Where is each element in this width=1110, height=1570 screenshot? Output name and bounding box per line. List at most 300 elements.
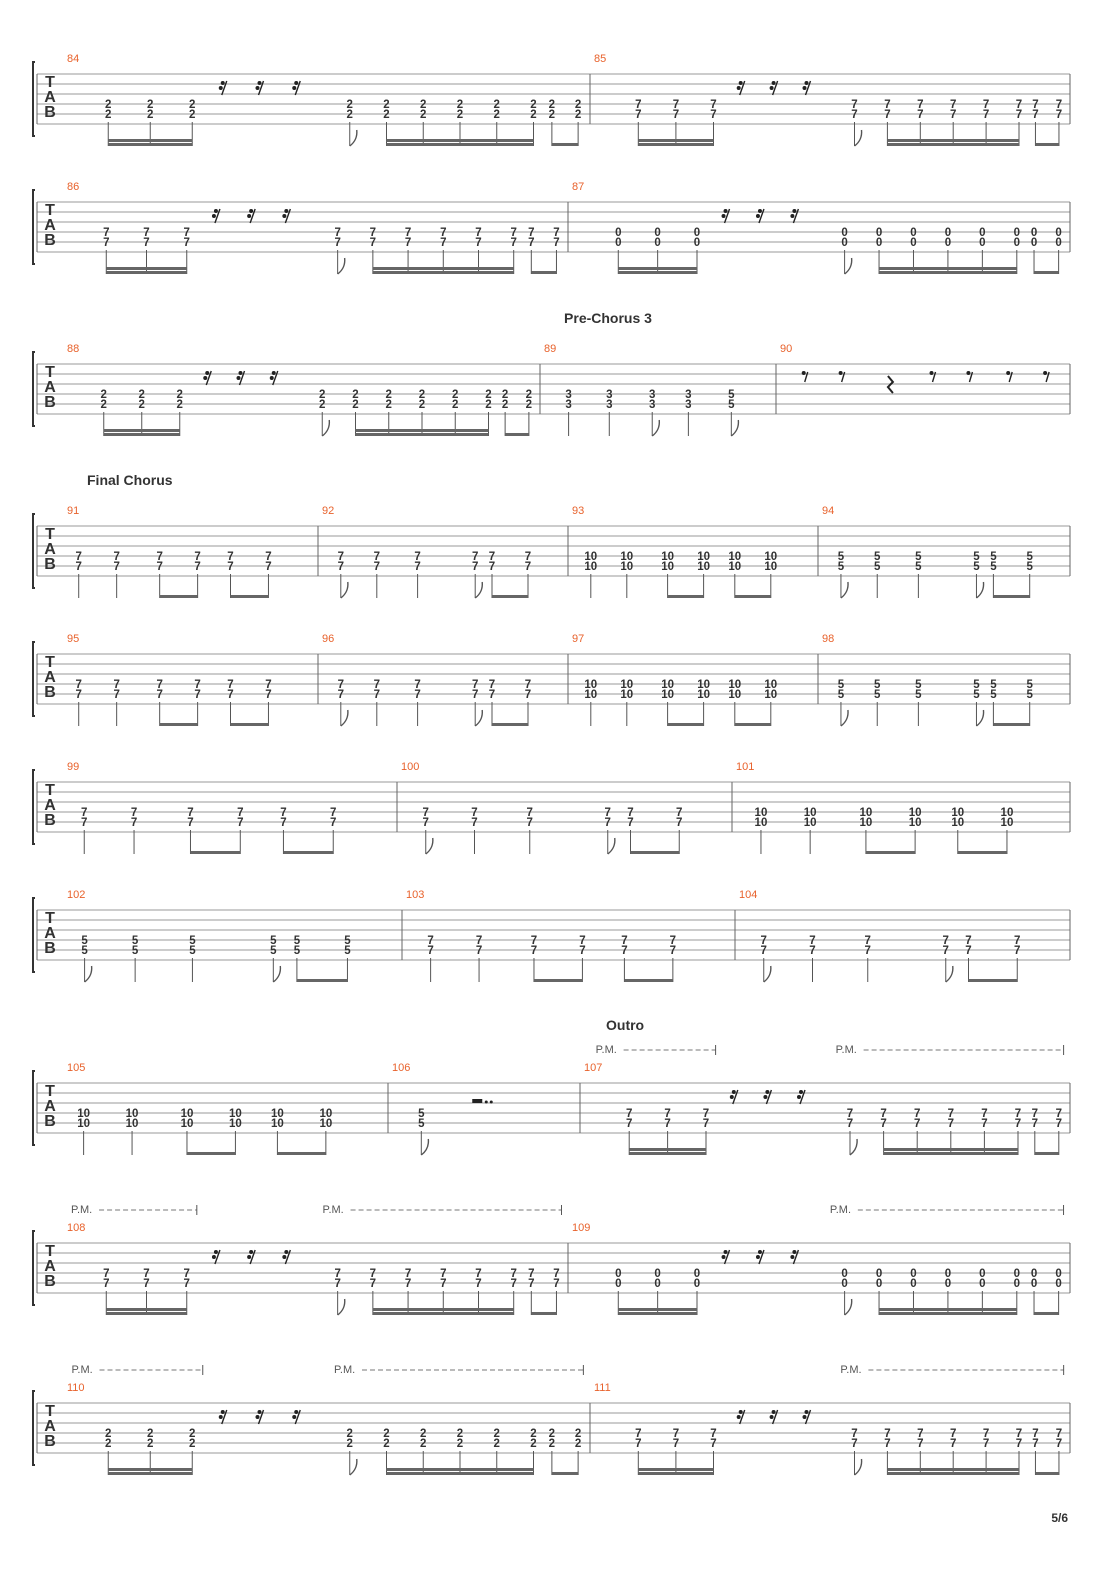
- palm-mute-label: P.M.: [595, 1044, 617, 1056]
- beam: [884, 1148, 1018, 1151]
- tab-clef-letter: A: [44, 669, 56, 686]
- fret-number: 0: [875, 237, 883, 249]
- measure-number: 86: [67, 181, 80, 193]
- sixteenth-rest: [790, 1250, 798, 1264]
- fret-number: 0: [944, 227, 952, 239]
- fret-number: 0: [841, 237, 848, 249]
- fret-number: 5: [915, 689, 922, 701]
- fret-number: 7: [373, 679, 381, 691]
- fret-number: 2: [525, 399, 533, 411]
- beam: [866, 851, 915, 854]
- fret-number: 7: [227, 551, 234, 563]
- beam: [993, 595, 1029, 598]
- fret-number: 7: [524, 561, 532, 573]
- rest-dot: [256, 86, 260, 90]
- tab-system: [33, 472, 1070, 598]
- sixteenth-rest: [756, 1250, 764, 1264]
- beam: [631, 851, 680, 854]
- fret-number: 7: [1055, 1438, 1063, 1450]
- fret-number: 2: [383, 1438, 390, 1450]
- rest-dot: [722, 1255, 726, 1259]
- sixteenth-rest: [270, 371, 278, 385]
- eighth-rest: [930, 371, 936, 382]
- fret-number: 2: [530, 1438, 537, 1450]
- system-bracket: [33, 190, 35, 264]
- fret-number: 7: [1015, 1438, 1023, 1450]
- note-flag: [350, 1459, 357, 1475]
- rest-dot: [724, 1250, 728, 1254]
- fret-number: 2: [105, 1438, 112, 1450]
- fret-number: 7: [422, 807, 429, 819]
- rest-dot: [247, 214, 251, 218]
- measure: [67, 1062, 332, 1155]
- rest-dot: [292, 1415, 296, 1419]
- fret-number: 7: [265, 561, 272, 573]
- rest-dot: [756, 214, 760, 218]
- fret-number: 7: [604, 807, 611, 819]
- fret-number: 3: [685, 399, 692, 411]
- fret-number: 7: [672, 1438, 680, 1450]
- measure-number: 107: [584, 1062, 603, 1074]
- beam: [231, 723, 269, 726]
- fret-number: 7: [75, 551, 82, 563]
- rest-dot: [219, 86, 223, 90]
- rest-dot: [1006, 371, 1010, 375]
- fret-number: 7: [710, 99, 717, 111]
- fret-number: 7: [373, 689, 381, 701]
- fret-number: 7: [982, 1428, 990, 1440]
- fret-number: 7: [373, 551, 381, 563]
- fret-number: 7: [404, 227, 412, 239]
- fret-number: 7: [1015, 1428, 1023, 1440]
- rest-dot: [792, 1250, 796, 1254]
- fret-number: 7: [982, 99, 990, 111]
- fret-number: 0: [615, 1268, 622, 1280]
- fret-number: 3: [606, 389, 613, 401]
- fret-number: 2: [383, 1428, 390, 1440]
- sixteenth-rest: [212, 1250, 220, 1264]
- fret-number: 7: [227, 679, 234, 691]
- fret-number: 7: [981, 1118, 988, 1130]
- fret-number: 7: [604, 817, 611, 829]
- fret-number: 2: [456, 1428, 464, 1440]
- measure: [67, 343, 532, 436]
- fret-number: 10: [620, 551, 634, 563]
- fret-number: 7: [414, 679, 421, 691]
- tab-clef-letter: A: [44, 797, 56, 814]
- fret-number: 7: [75, 561, 82, 573]
- fret-number: 7: [917, 1438, 924, 1450]
- tab-clef-letter: B: [44, 1433, 56, 1450]
- fret-number: 7: [947, 1108, 955, 1120]
- system-bracket: [33, 642, 35, 716]
- note-flag: [841, 582, 848, 598]
- rest-dot: [249, 209, 253, 213]
- system-bracket: [33, 514, 35, 588]
- fret-number: 10: [271, 1118, 284, 1130]
- rest-dot: [247, 1255, 251, 1259]
- fret-number: 10: [754, 807, 768, 819]
- fret-number: 5: [915, 551, 922, 563]
- measure: [739, 889, 1020, 982]
- section-title: Pre-Chorus 3: [564, 310, 652, 326]
- system-bracket: [33, 898, 35, 972]
- fret-number: 7: [337, 561, 345, 573]
- fret-number: 7: [488, 551, 496, 563]
- fret-number: 5: [189, 945, 196, 957]
- fret-number: 7: [1014, 945, 1021, 957]
- sixteenth-rest: [247, 1250, 255, 1264]
- fret-number: 2: [493, 109, 500, 121]
- beam: [108, 143, 192, 146]
- beam: [993, 723, 1029, 726]
- sixteenth-rest: [797, 1090, 805, 1104]
- fret-number: 10: [180, 1118, 194, 1130]
- fret-number: 0: [875, 227, 883, 239]
- note-flag: [421, 1139, 428, 1155]
- fret-number: 7: [965, 945, 972, 957]
- beam: [106, 267, 186, 270]
- measure-number: 88: [67, 343, 80, 355]
- fret-number: 2: [346, 99, 353, 111]
- fret-number: 3: [649, 389, 656, 401]
- fret-number: 2: [189, 99, 196, 111]
- fret-number: 7: [113, 689, 120, 701]
- tab-clef-letter: B: [44, 940, 56, 957]
- fret-number: 5: [728, 399, 735, 411]
- fret-number: 0: [693, 1268, 701, 1280]
- tab-clef-letter: B: [44, 556, 56, 573]
- fret-number: 7: [553, 237, 560, 249]
- fret-number: 2: [176, 389, 183, 401]
- beam: [108, 1472, 192, 1475]
- fret-number: 0: [1055, 227, 1062, 239]
- fret-number: 0: [1013, 1268, 1021, 1280]
- beam: [106, 1308, 186, 1311]
- rest-dot: [799, 1090, 803, 1094]
- measure-number: 101: [736, 761, 755, 773]
- beam: [356, 429, 489, 432]
- fret-number: 7: [330, 807, 337, 819]
- note-flag: [976, 582, 983, 598]
- fret-number: 7: [440, 1268, 447, 1280]
- fret-number: 7: [864, 935, 871, 947]
- note-flag: [426, 838, 433, 854]
- beam: [624, 979, 672, 982]
- fret-number: 5: [874, 689, 881, 701]
- note-flag: [841, 710, 848, 726]
- fret-number: 7: [510, 237, 517, 249]
- fret-number: 2: [420, 1438, 427, 1450]
- beam: [108, 1468, 192, 1471]
- fret-number: 5: [837, 561, 845, 573]
- fret-number: 10: [584, 689, 598, 701]
- fret-number: 7: [809, 945, 816, 957]
- measure-number: 91: [67, 505, 80, 517]
- fret-number: 7: [553, 1268, 560, 1280]
- fret-number: 5: [189, 935, 196, 947]
- measure: [572, 1204, 1064, 1315]
- fret-number: 7: [553, 1278, 560, 1290]
- fret-number: 10: [728, 561, 742, 573]
- fret-number: 7: [846, 1108, 854, 1120]
- fret-number: 10: [951, 807, 965, 819]
- beam: [879, 1308, 1017, 1311]
- fret-number: 10: [180, 1108, 194, 1120]
- fret-number: 0: [910, 237, 917, 249]
- fret-number: 7: [440, 227, 447, 239]
- fret-number: 0: [910, 1268, 917, 1280]
- fret-number: 7: [942, 935, 949, 947]
- note-flag: [322, 420, 329, 436]
- note-flag: [976, 710, 983, 726]
- fret-number: 0: [979, 1278, 986, 1290]
- fret-number: 10: [661, 561, 674, 573]
- fret-number: 2: [418, 389, 426, 401]
- fret-number: 7: [227, 561, 234, 573]
- fret-number: 7: [130, 817, 138, 829]
- fret-number: 7: [1032, 1438, 1039, 1450]
- palm-mute-label: P.M.: [322, 1204, 344, 1216]
- fret-number: 2: [189, 109, 196, 121]
- fret-number: 7: [880, 1108, 887, 1120]
- fret-number: 7: [942, 945, 949, 957]
- beam: [373, 1312, 514, 1315]
- fret-number: 2: [485, 389, 492, 401]
- fret-number: 7: [422, 817, 429, 829]
- measure: [322, 633, 531, 726]
- fret-number: 7: [156, 561, 163, 573]
- fret-number: 7: [510, 227, 517, 239]
- tab-clef-letter: A: [44, 925, 56, 942]
- fret-number: 7: [635, 1438, 642, 1450]
- fret-number: 5: [837, 551, 845, 563]
- beam: [492, 595, 528, 598]
- palm-mute-label: P.M.: [835, 1044, 857, 1056]
- fret-number: 2: [105, 99, 112, 111]
- fret-number: 7: [227, 689, 234, 701]
- measure: [67, 53, 581, 146]
- beam: [638, 139, 713, 142]
- rest-dot: [219, 1415, 223, 1419]
- fret-number: 7: [369, 1278, 377, 1290]
- fret-number: 0: [693, 227, 701, 239]
- note-flag: [850, 1139, 857, 1155]
- rest-dot: [758, 209, 762, 213]
- rest-dot: [282, 1255, 286, 1259]
- fret-number: 7: [475, 1278, 482, 1290]
- note-flag: [855, 130, 862, 146]
- fret-number: 10: [77, 1118, 91, 1130]
- fret-number: 10: [764, 689, 778, 701]
- fret-number: 5: [131, 945, 139, 957]
- rest-dot: [284, 1250, 288, 1254]
- fret-number: 0: [693, 1278, 701, 1290]
- beam: [531, 1312, 556, 1315]
- measure-number: 102: [67, 889, 86, 901]
- measure-number: 84: [67, 53, 80, 65]
- tab-clef-letter: A: [44, 89, 56, 106]
- fret-number: 5: [344, 945, 351, 957]
- beam: [887, 1472, 1019, 1475]
- beam: [387, 1468, 534, 1471]
- fret-number: 5: [915, 679, 922, 691]
- fret-number: 10: [697, 561, 710, 573]
- fret-number: 7: [337, 551, 345, 563]
- measure-number: 111: [594, 1382, 611, 1394]
- sixteenth-rest: [282, 209, 290, 223]
- beam: [618, 271, 697, 274]
- fret-number: 7: [475, 935, 483, 947]
- fret-number: 2: [100, 399, 107, 411]
- fret-number: 7: [194, 689, 201, 701]
- fret-number: 7: [947, 1118, 955, 1130]
- fret-number: 5: [837, 689, 845, 701]
- beam: [387, 139, 534, 142]
- rest-dot: [737, 86, 741, 90]
- beam: [879, 267, 1017, 270]
- fret-number: 5: [131, 935, 139, 947]
- fret-number: 2: [147, 99, 154, 111]
- fret-number: 5: [270, 935, 277, 947]
- system-bracket: [33, 1231, 35, 1305]
- tab-clef-letter: T: [45, 1403, 55, 1420]
- fret-number: 10: [584, 679, 598, 691]
- tab-clef-letter: B: [44, 104, 56, 121]
- system-bracket: [33, 62, 35, 136]
- tab-clef-letter: T: [45, 910, 55, 927]
- measure-number: 96: [322, 633, 335, 645]
- fret-number: 0: [693, 237, 701, 249]
- measure: [572, 505, 777, 598]
- rest-dot: [790, 1255, 794, 1259]
- fret-number: 7: [75, 689, 82, 701]
- sixteenth-rest: [770, 81, 778, 95]
- beam: [638, 143, 713, 146]
- fret-number: 7: [194, 551, 201, 563]
- beam: [969, 979, 1018, 982]
- tab-clef-letter: T: [45, 782, 55, 799]
- beam: [373, 271, 514, 274]
- palm-mute-marking: [840, 1364, 1063, 1376]
- fret-number: 10: [229, 1108, 242, 1120]
- fret-number: 7: [880, 1118, 887, 1130]
- measure: [822, 505, 1033, 598]
- fret-number: 5: [81, 945, 88, 957]
- fret-number: 5: [270, 945, 277, 957]
- rest-dot: [722, 214, 726, 218]
- beam: [531, 271, 556, 274]
- measure: [544, 343, 738, 436]
- tab-clef-letter: A: [44, 217, 56, 234]
- fret-number: 10: [620, 679, 634, 691]
- fret-number: 7: [334, 1268, 341, 1280]
- fret-number: 2: [418, 399, 426, 411]
- fret-number: 5: [293, 935, 301, 947]
- beam: [638, 1472, 713, 1475]
- palm-mute-label: P.M.: [71, 1364, 93, 1376]
- rest-dot: [724, 209, 728, 213]
- fret-number: 7: [621, 935, 628, 947]
- fret-number: 5: [973, 561, 980, 573]
- fret-number: 3: [606, 399, 613, 411]
- palm-mute-label: P.M.: [829, 1204, 852, 1216]
- tab-clef-letter: A: [44, 1258, 56, 1275]
- beam: [629, 1148, 706, 1151]
- fret-number: 7: [130, 807, 138, 819]
- fret-number: 2: [485, 399, 492, 411]
- rest-dot: [772, 1410, 776, 1414]
- sixteenth-rest: [737, 81, 745, 95]
- rest-dot: [485, 1101, 488, 1104]
- beam: [505, 433, 529, 436]
- fret-number: 10: [697, 551, 710, 563]
- fret-number: 2: [147, 1428, 154, 1440]
- rest-dot: [249, 1250, 253, 1254]
- fret-number: 7: [237, 807, 244, 819]
- fret-number: 0: [944, 1278, 952, 1290]
- fret-number: 7: [75, 679, 82, 691]
- fret-number: 10: [764, 561, 778, 573]
- fret-number: 10: [661, 551, 674, 563]
- fret-number: 7: [635, 1428, 642, 1440]
- beam: [1034, 271, 1059, 274]
- fret-number: 7: [949, 109, 957, 121]
- fret-number: 7: [488, 561, 496, 573]
- fret-number: 7: [81, 817, 88, 829]
- fret-number: 7: [510, 1278, 517, 1290]
- sixteenth-rest: [203, 371, 211, 385]
- fret-number: 7: [427, 935, 434, 947]
- fret-number: 2: [319, 399, 326, 411]
- measure-number: 95: [67, 633, 80, 645]
- beam: [297, 979, 348, 982]
- fret-number: 7: [809, 935, 816, 947]
- measure: [67, 505, 272, 598]
- fret-number: 0: [615, 237, 622, 249]
- beam: [879, 1312, 1017, 1315]
- tab-system: [33, 310, 1070, 436]
- fret-number: 7: [672, 1428, 680, 1440]
- fret-number: 7: [982, 109, 990, 121]
- tab-clef-letter: B: [44, 394, 56, 411]
- beam: [735, 723, 771, 726]
- fret-number: 7: [113, 679, 120, 691]
- fret-number: 2: [385, 399, 392, 411]
- fret-number: 7: [280, 817, 287, 829]
- fret-number: 5: [990, 561, 997, 573]
- fret-number: 7: [334, 227, 341, 239]
- palm-mute-label: P.M.: [71, 1204, 93, 1216]
- fret-number: 2: [456, 1438, 464, 1450]
- fret-number: 10: [271, 1108, 284, 1120]
- rest-dot: [772, 81, 776, 85]
- fret-number: 0: [1013, 1278, 1021, 1290]
- fret-number: 7: [471, 689, 479, 701]
- fret-number: 0: [1030, 1278, 1038, 1290]
- fret-number: 7: [475, 1268, 482, 1280]
- measure-number: 110: [67, 1382, 85, 1394]
- beam: [104, 429, 180, 432]
- tab-clef-letter: T: [45, 1083, 55, 1100]
- fret-number: 5: [418, 1118, 425, 1130]
- fret-number: 0: [944, 1268, 952, 1280]
- fret-number: 3: [649, 399, 656, 411]
- fret-number: 2: [352, 389, 359, 401]
- fret-number: 10: [661, 679, 674, 691]
- tab-system: [33, 53, 1070, 146]
- rest-dot: [966, 371, 970, 375]
